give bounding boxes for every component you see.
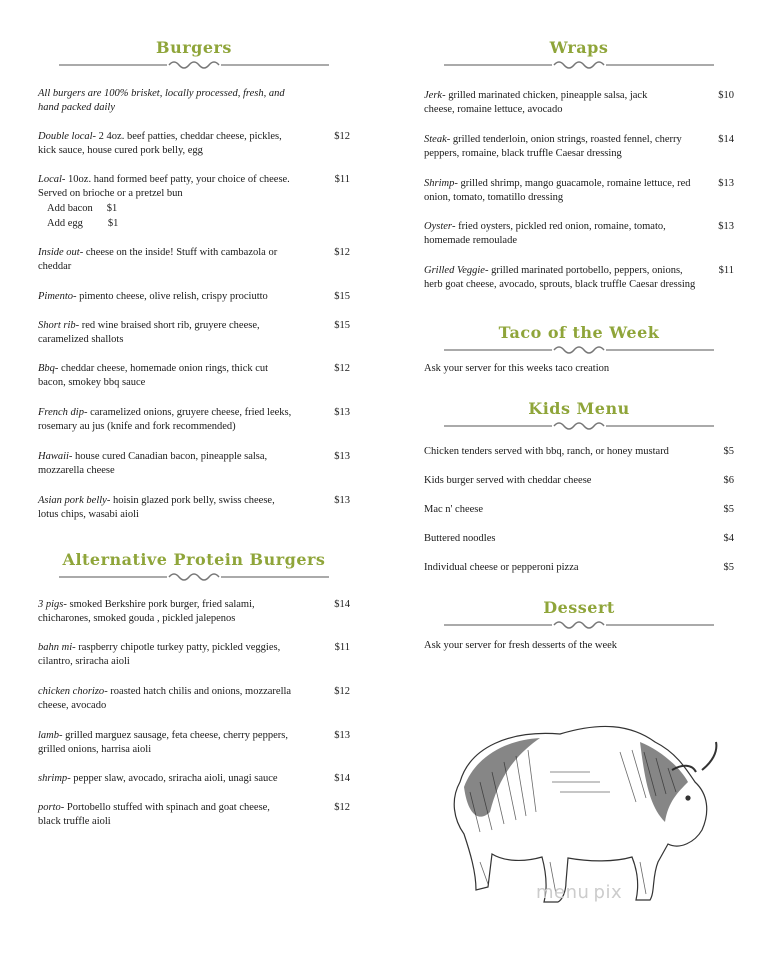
kids-item bbox=[424, 475, 734, 486]
item-name: 3 pigs bbox=[38, 599, 64, 610]
item-price: $11 bbox=[718, 265, 734, 276]
kids-item-label: Buttered noodles bbox=[424, 533, 496, 544]
addon-label: Add egg bbox=[47, 218, 83, 229]
kids-item-price: $5 bbox=[723, 446, 734, 457]
item-desc: - cheddar cheese, homemade onion rings, thick cut bacon, smokey bbq sauce bbox=[38, 363, 269, 388]
item-desc: - hoisin glazed pork belly, swiss cheese, lotus chips, wasabi aioli bbox=[38, 495, 275, 520]
item-price: $13 bbox=[718, 221, 734, 232]
menu-item bbox=[38, 598, 350, 626]
item-desc: - pepper slaw, avocado, sriracha aioli, unagi sauce bbox=[67, 773, 278, 784]
menu-item bbox=[38, 362, 350, 390]
kids-item-price: $6 bbox=[723, 475, 734, 486]
item-name: Bbq bbox=[38, 363, 55, 374]
item-name: Jerk bbox=[424, 90, 443, 101]
ornament-divider bbox=[59, 59, 329, 71]
item-price: $13 bbox=[334, 451, 350, 462]
item-price: $11 bbox=[334, 642, 350, 653]
menu-item bbox=[38, 729, 350, 757]
kids-item-price: $5 bbox=[723, 562, 734, 573]
menu-item bbox=[424, 264, 734, 292]
item-price: $13 bbox=[718, 178, 734, 189]
dessert-note: Ask your server for fresh desserts of the week bbox=[424, 640, 618, 651]
item-price: $13 bbox=[334, 495, 350, 506]
item-price: $12 bbox=[334, 802, 350, 813]
item-name: Short rib bbox=[38, 320, 76, 331]
item-name: lamb bbox=[38, 730, 59, 741]
addon-label: Add bacon bbox=[47, 203, 93, 214]
menu-item bbox=[38, 173, 350, 231]
addon-price: $1 bbox=[106, 203, 118, 214]
item-desc: - caramelized onions, gruyere cheese, fried leeks, rosemary au jus (knife and fork recommended) bbox=[38, 407, 292, 432]
item-price: $14 bbox=[718, 134, 734, 145]
item-name: Inside out bbox=[38, 247, 80, 258]
menu-item bbox=[38, 685, 350, 713]
ornament-divider bbox=[444, 344, 714, 356]
item-name: Shrimp bbox=[424, 178, 455, 189]
item-price: $15 bbox=[334, 320, 350, 331]
item-name: French dip bbox=[38, 407, 84, 418]
item-price: $13 bbox=[334, 730, 350, 741]
item-desc: - Portobello stuffed with spinach and goat cheese, black truffle aioli bbox=[38, 802, 270, 827]
kids-item-label: Kids burger served with cheddar cheese bbox=[424, 475, 592, 486]
item-price: $11 bbox=[334, 174, 350, 185]
item-name: Pimento bbox=[38, 291, 73, 302]
item-desc: - red wine braised short rib, gruyere cheese, caramelized shallots bbox=[38, 320, 260, 345]
kids-item-price: $5 bbox=[723, 504, 734, 515]
menu-item bbox=[424, 177, 734, 205]
item-desc: - 10oz. hand formed beef patty, your choice of cheese. Served on brioche or a pretzel bun bbox=[38, 174, 290, 199]
item-price: $14 bbox=[334, 599, 350, 610]
ornament-divider bbox=[444, 59, 714, 71]
menu-item bbox=[38, 801, 350, 829]
dessert-title: Dessert bbox=[543, 598, 615, 617]
item-desc: - smoked Berkshire pork burger, fried salami, chicharones, smoked gouda , pickled jalepenos bbox=[38, 599, 255, 624]
item-name: shrimp bbox=[38, 773, 68, 784]
kids-item bbox=[424, 504, 734, 515]
ornament-divider bbox=[59, 571, 329, 583]
menu-item bbox=[38, 290, 350, 304]
kids-item bbox=[424, 446, 734, 457]
kids-item-label: Chicken tenders served with bbq, ranch, or honey mustard bbox=[424, 446, 669, 457]
taco-title: Taco of the Week bbox=[498, 323, 660, 342]
alternative-header bbox=[38, 550, 350, 583]
kids-title: Kids Menu bbox=[528, 399, 630, 418]
ornament-divider bbox=[444, 619, 714, 631]
item-price: $15 bbox=[334, 291, 350, 302]
item-name: bahn mi bbox=[38, 642, 73, 653]
item-desc: - raspberry chipotle turkey patty, pickled veggies, cilantro, sriracha aioli bbox=[38, 642, 281, 667]
item-name: Local bbox=[38, 174, 62, 185]
item-name: Grilled Veggie bbox=[424, 265, 485, 276]
item-name: chicken chorizo bbox=[38, 686, 105, 697]
item-desc: - roasted hatch chilis and onions, mozzarella cheese, avocado bbox=[38, 686, 292, 711]
menu-item bbox=[38, 246, 350, 274]
kids-item-price: $4 bbox=[723, 533, 734, 544]
item-name: Asian pork belly bbox=[38, 495, 107, 506]
taco-note: Ask your server for this weeks taco creation bbox=[424, 363, 610, 374]
kids-item bbox=[424, 562, 734, 573]
item-desc: - cheese on the inside! Stuff with cambazola or cheddar bbox=[38, 247, 278, 272]
watermark-text: menu pix bbox=[536, 882, 623, 903]
kids-item-label: Mac n' cheese bbox=[424, 504, 484, 515]
item-desc: - 2 4oz. beef patties, cheddar cheese, pickles, kick sauce, house cured pork belly, egg bbox=[38, 131, 282, 156]
item-name: Double local bbox=[38, 131, 93, 142]
item-price: $10 bbox=[718, 90, 734, 101]
wraps-title: Wraps bbox=[549, 38, 609, 57]
item-price: $13 bbox=[334, 407, 350, 418]
item-desc: - grilled marinated portobello, peppers, onions, herb goat cheese, avocado, sprouts, black truffle Caesar dressing bbox=[424, 265, 696, 290]
taco-header bbox=[424, 323, 734, 356]
menu-item bbox=[38, 772, 350, 786]
item-price: $12 bbox=[334, 686, 350, 697]
alternative-title: Alternative Protein Burgers bbox=[62, 550, 326, 569]
item-desc: - fried oysters, pickled red onion, romaine, tomato, homemade remoulade bbox=[424, 221, 666, 246]
item-name: Hawaii bbox=[38, 451, 69, 462]
kids-header bbox=[424, 399, 734, 432]
kids-item-label: Individual cheese or pepperoni pizza bbox=[424, 562, 579, 573]
item-desc: - grilled marinated chicken, pineapple salsa, jack cheese, romaine lettuce, avocado bbox=[424, 90, 648, 115]
item-name: porto bbox=[38, 802, 61, 813]
item-name: Oyster bbox=[424, 221, 452, 232]
item-price: $12 bbox=[334, 363, 350, 374]
menu-item bbox=[38, 641, 350, 669]
menu-item bbox=[424, 220, 734, 248]
menu-item bbox=[38, 319, 350, 347]
dessert-header bbox=[424, 598, 734, 631]
burgers-header bbox=[38, 38, 350, 71]
menu-item bbox=[38, 406, 350, 434]
menu-item bbox=[424, 133, 734, 161]
addon-row bbox=[38, 201, 350, 216]
menu-item bbox=[38, 130, 350, 158]
kids-item bbox=[424, 533, 734, 544]
item-desc: - grilled marguez sausage, feta cheese, cherry peppers, grilled onions, harrisa aioli bbox=[38, 730, 288, 755]
ornament-divider bbox=[444, 420, 714, 432]
item-price: $12 bbox=[334, 247, 350, 258]
item-desc: - grilled shrimp, mango guacamole, romaine lettuce, red onion, tomato, tomatillo dressing bbox=[424, 178, 691, 203]
menu-item bbox=[38, 450, 350, 478]
item-name: Steak bbox=[424, 134, 447, 145]
addon-price: $1 bbox=[107, 218, 119, 229]
item-desc: - grilled tenderloin, onion strings, roasted fennel, cherry peppers, romaine, black truffle Caesar dressing bbox=[424, 134, 682, 159]
menu-item bbox=[424, 89, 734, 117]
item-price: $12 bbox=[334, 131, 350, 142]
item-desc: - pimento cheese, olive relish, crispy prociutto bbox=[73, 291, 268, 302]
addon-row bbox=[38, 216, 350, 231]
menu-item bbox=[38, 494, 350, 522]
item-price: $14 bbox=[334, 773, 350, 784]
burgers-intro: All burgers are 100% brisket, locally processed, fresh, and hand packed daily bbox=[38, 88, 285, 113]
item-desc: - house cured Canadian bacon, pineapple salsa, mozzarella cheese bbox=[38, 451, 268, 476]
wraps-header bbox=[424, 38, 734, 71]
burgers-title: Burgers bbox=[156, 38, 232, 57]
